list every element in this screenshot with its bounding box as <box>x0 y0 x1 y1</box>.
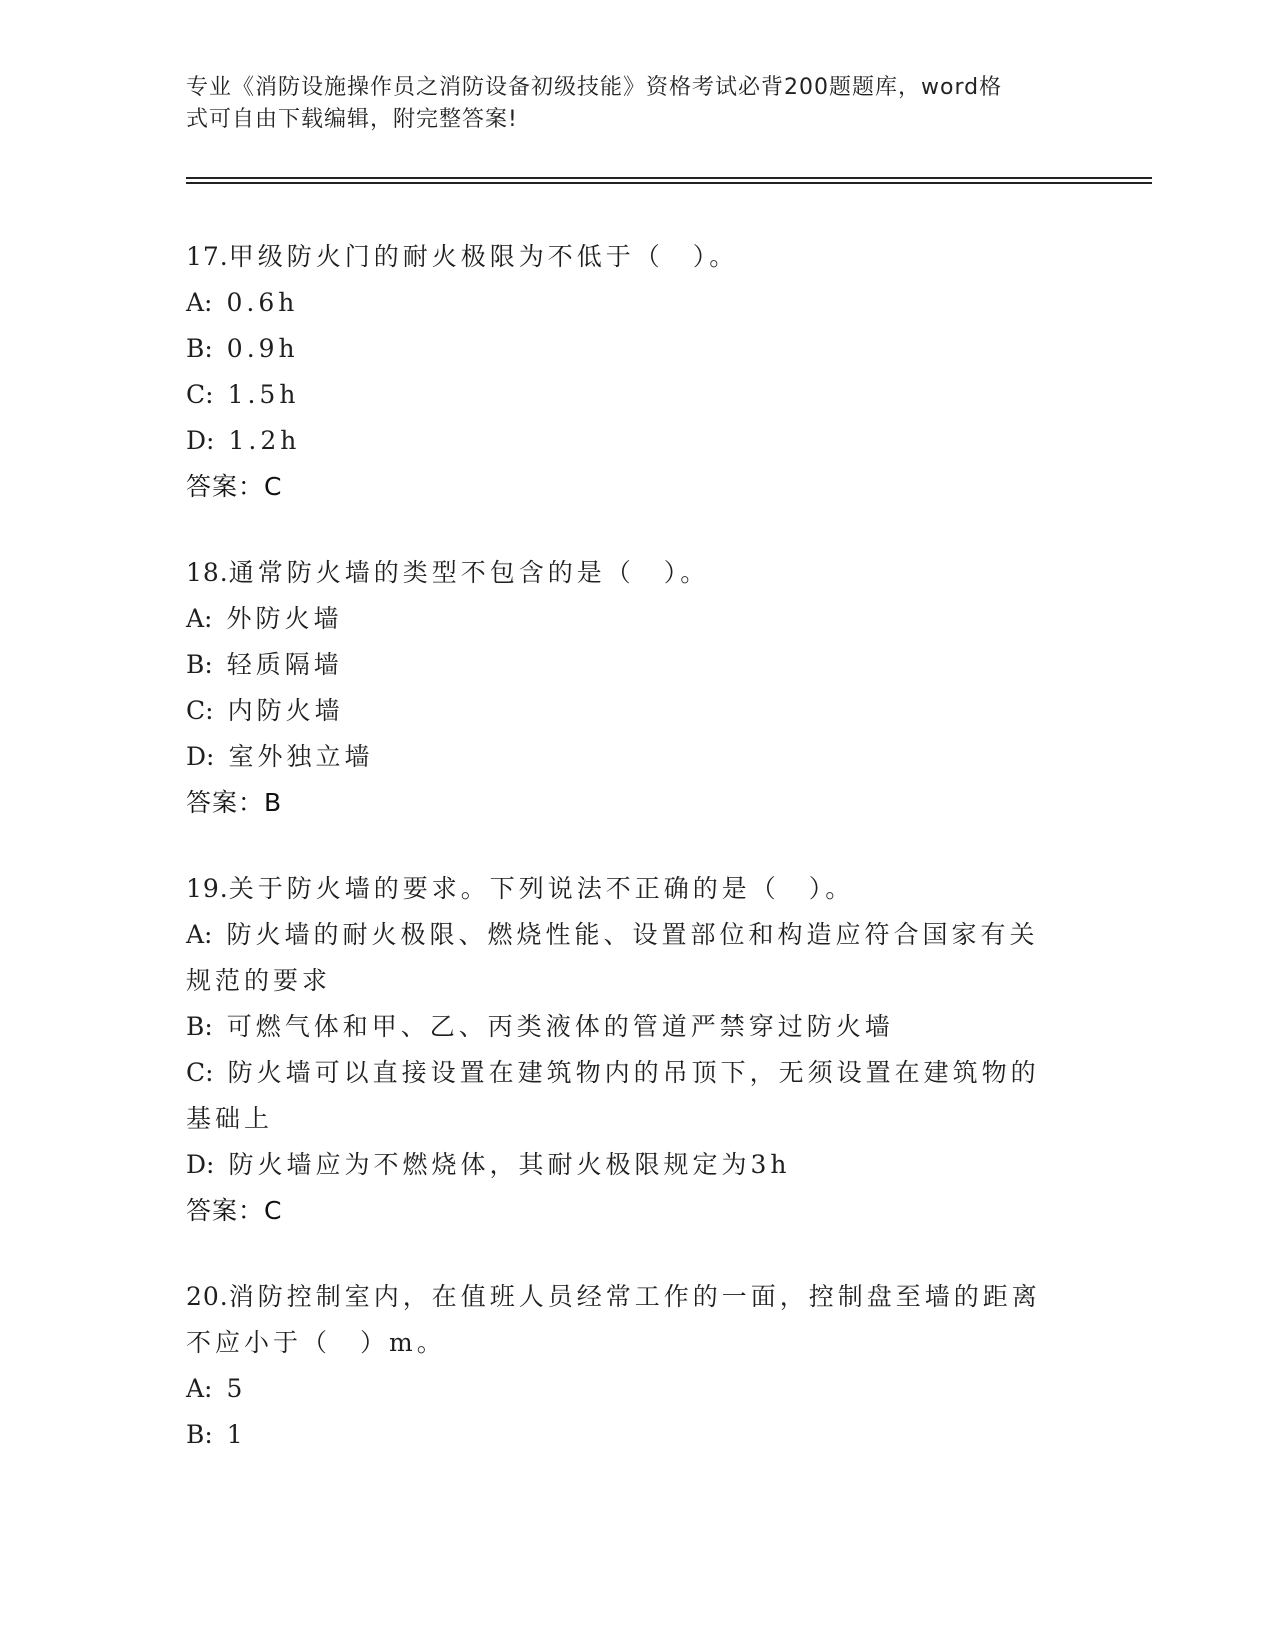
document-header <box>186 72 1066 136</box>
answer-line: 答案：C <box>186 472 283 501</box>
option-label: B: <box>186 334 213 363</box>
option-text: 0.9h <box>226 334 299 363</box>
spacer <box>186 1234 1086 1274</box>
option-a <box>186 912 1066 1004</box>
option-c <box>186 688 1066 734</box>
option-b <box>186 642 1066 688</box>
option-text: 防火墙的耐火极限、燃烧性能、设置部位和构造应符合国家有关规范的要求 <box>186 920 1039 995</box>
option-d <box>186 734 1066 780</box>
question-text: 关于防火墙的要求。下列说法不正确的是（ ）。 <box>228 874 855 903</box>
option-label: A: <box>186 288 213 317</box>
header-line-2: 式可自由下载编辑，附完整答案! <box>186 107 518 132</box>
option-a <box>186 1366 1066 1412</box>
option-text: 室外独立墙 <box>228 742 374 771</box>
option-c <box>186 1050 1066 1142</box>
option-text: 防火墙应为不燃烧体，其耐火极限规定为3h <box>228 1150 791 1179</box>
spacer <box>186 510 1086 550</box>
option-b <box>186 326 1066 372</box>
option-label: C: <box>186 1058 214 1087</box>
option-text: 轻质隔墙 <box>226 650 343 679</box>
option-label: B: <box>186 1012 213 1041</box>
question-stem <box>186 866 1066 912</box>
option-c <box>186 372 1066 418</box>
question-17 <box>186 234 1086 510</box>
question-20 <box>186 1274 1086 1458</box>
option-label: D: <box>186 742 215 771</box>
option-d <box>186 418 1066 464</box>
question-19 <box>186 866 1086 1234</box>
question-stem <box>186 550 1066 596</box>
option-label: B: <box>186 650 213 679</box>
answer-line: 答案：C <box>186 1196 283 1225</box>
option-b <box>186 1004 1066 1050</box>
question-18 <box>186 550 1086 826</box>
header-rule-top <box>186 177 1152 179</box>
option-text: 1.5h <box>227 380 300 409</box>
option-label: A: <box>186 920 213 949</box>
question-number: 20. <box>186 1282 229 1311</box>
spacer <box>186 826 1086 866</box>
option-label: C: <box>186 380 214 409</box>
question-stem <box>186 1274 1066 1366</box>
question-number: 18. <box>186 558 229 587</box>
option-d <box>186 1142 1066 1188</box>
option-b <box>186 1412 1066 1458</box>
question-text: 通常防火墙的类型不包含的是（ ）。 <box>228 558 710 587</box>
option-label: A: <box>186 1374 213 1403</box>
answer-line: 答案：B <box>186 788 283 817</box>
option-label: D: <box>186 1150 215 1179</box>
question-text: 消防控制室内，在值班人员经常工作的一面，控制盘至墙的距离不应小于（ ）m。 <box>186 1282 1041 1357</box>
question-number: 19. <box>186 874 229 903</box>
option-label: A: <box>186 604 213 633</box>
option-text: 1.2h <box>228 426 301 455</box>
option-a <box>186 596 1066 642</box>
option-label: D: <box>186 426 215 455</box>
option-a <box>186 280 1066 326</box>
option-text: 可燃气体和甲、乙、丙类液体的管道严禁穿过防火墙 <box>226 1012 894 1041</box>
option-label: B: <box>186 1420 213 1449</box>
question-list <box>186 234 1086 1458</box>
option-text: 0.6h <box>226 288 299 317</box>
question-number: 17. <box>186 242 229 271</box>
option-text: 1 <box>226 1420 247 1449</box>
header-rule-bottom <box>186 182 1152 184</box>
option-text: 外防火墙 <box>226 604 343 633</box>
option-text: 内防火墙 <box>227 696 344 725</box>
option-text: 5 <box>226 1374 247 1403</box>
header-line-1: 专业《消防设施操作员之消防设备初级技能》资格考试必背200题题库，word格 <box>186 75 1003 100</box>
option-text: 防火墙可以直接设置在建筑物内的吊顶下，无须设置在建筑物的基础上 <box>186 1058 1040 1133</box>
question-stem <box>186 234 1066 280</box>
option-label: C: <box>186 696 214 725</box>
question-text: 甲级防火门的耐火极限为不低于（ ）。 <box>228 242 739 271</box>
